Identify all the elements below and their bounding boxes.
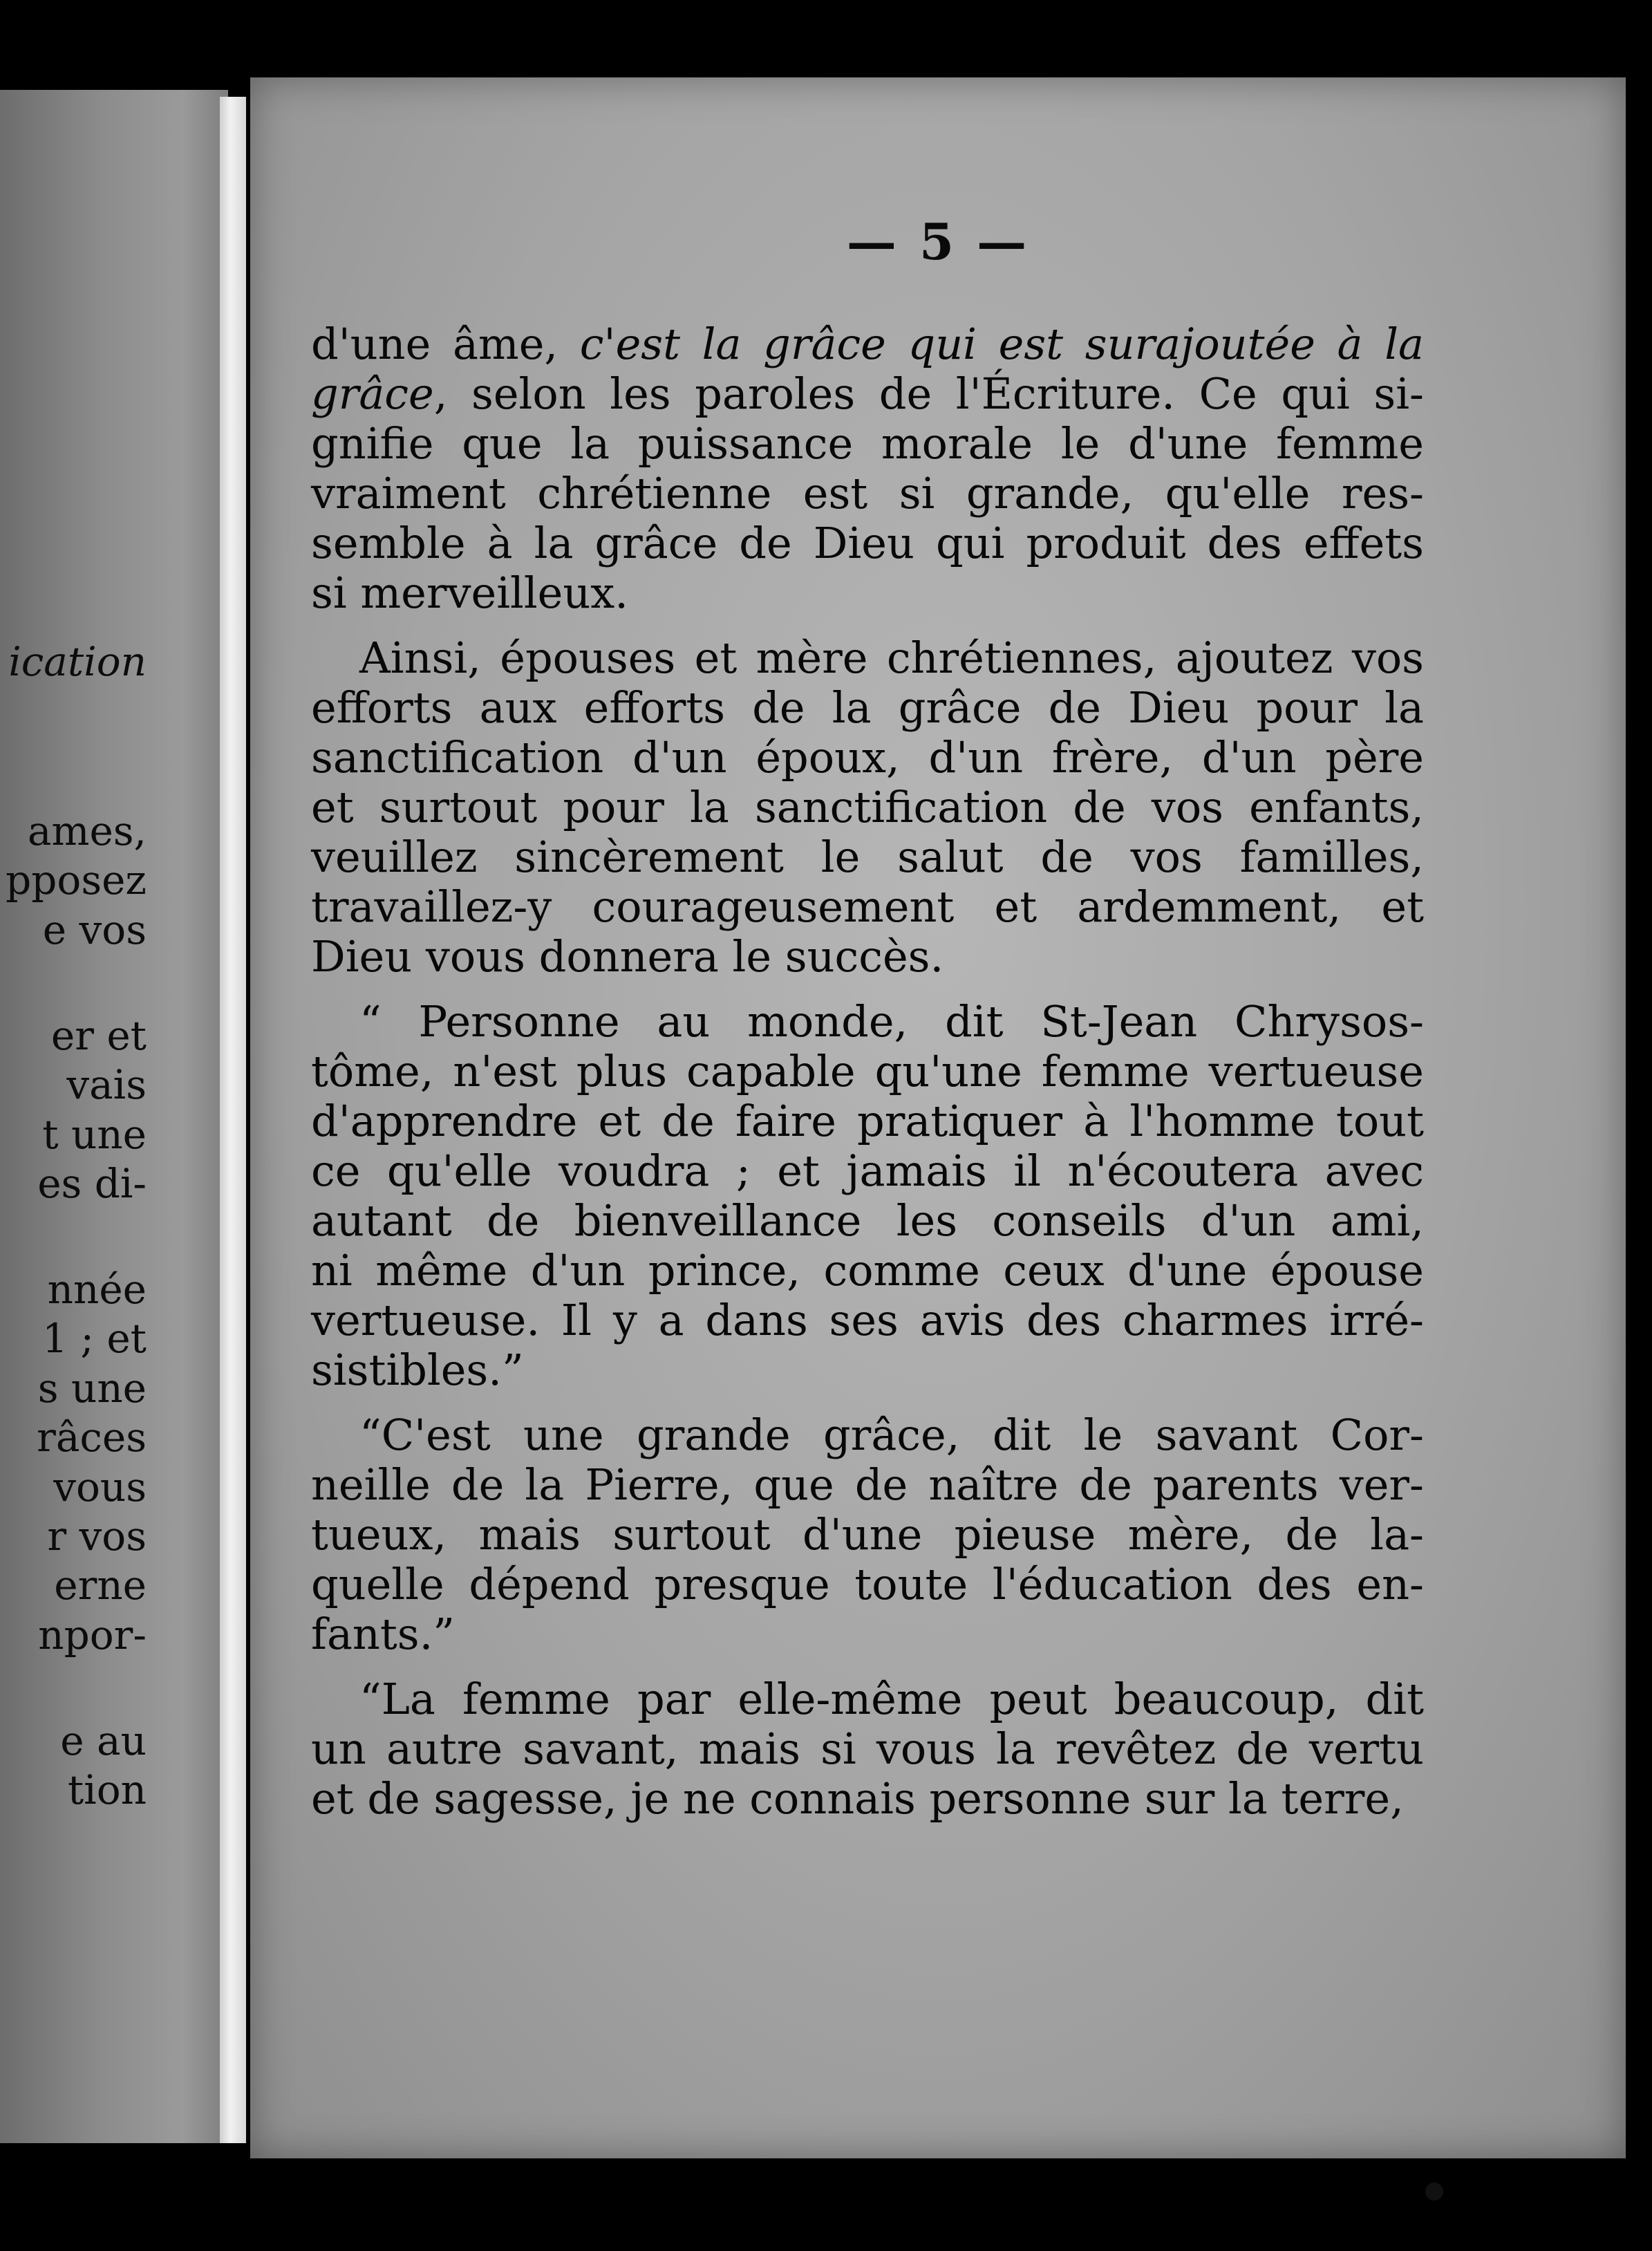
book-page: [250, 77, 1626, 2158]
paragraph-gap: [311, 618, 1424, 633]
text-line: grâce, selon les paroles de l'Écriture. Ce qui si-: [311, 368, 1424, 419]
text-line: sistibles.”: [311, 1345, 524, 1395]
text-line: neille de la Pierre, que de naître de parents ver-: [311, 1459, 1424, 1510]
previous-page-text-fragment: pposez: [6, 857, 147, 904]
previous-page-fragment: [0, 90, 228, 2143]
paragraph-gap: [311, 982, 1424, 997]
page-number: — 5 —: [846, 212, 1030, 271]
paragraph-gap: [311, 1659, 1424, 1674]
previous-page-text-fragment: e vos: [42, 906, 147, 953]
previous-page-text-fragment: ication: [8, 638, 147, 686]
previous-page-text-fragment: vais: [66, 1061, 147, 1109]
previous-page-text-fragment: npor-: [38, 1611, 147, 1659]
text-line: travaillez-y courageusement et ardemment, et: [311, 881, 1424, 932]
text-line: fants.”: [311, 1609, 455, 1659]
text-line: autant de bienveillance les conseils d'un ami,: [311, 1195, 1424, 1246]
text-line: si merveilleux.: [311, 568, 628, 618]
text-line: veuillez sincèrement le salut de vos familles,: [311, 832, 1424, 882]
text-line: “La femme par elle-même peut beaucoup, dit: [359, 1674, 1424, 1724]
previous-page-text-fragment: nnée: [47, 1266, 147, 1313]
text-line: quelle dépend presque toute l'éducation des en-: [311, 1559, 1424, 1609]
text-line: “C'est une grande grâce, dit le savant Cor-: [359, 1410, 1424, 1460]
text-line: sanctification d'un époux, d'un frère, d'un père: [311, 732, 1424, 783]
previous-page-text-fragment: r vos: [47, 1513, 147, 1560]
text-line: tueux, mais surtout d'une pieuse mère, de la-: [311, 1509, 1424, 1560]
paragraph-gap: [311, 1395, 1424, 1410]
text-line: Ainsi, épouses et mère chrétiennes, ajoutez vos: [359, 633, 1424, 683]
text-line: “ Personne au monde, dit St-Jean Chrysos-: [359, 996, 1424, 1047]
previous-page-text-fragment: tion: [67, 1766, 147, 1814]
previous-page-text-fragment: e au: [60, 1717, 147, 1764]
text-line: efforts aux efforts de la grâce de Dieu pour la: [311, 682, 1424, 733]
text-line: Dieu vous donnera le succès.: [311, 931, 944, 982]
previous-page-text-fragment: vous: [53, 1463, 147, 1511]
text-line: et de sagesse, je ne connais personne sur la terre,: [311, 1773, 1404, 1824]
previous-page-text-fragment: es di-: [37, 1160, 147, 1207]
text-line: semble à la grâce de Dieu qui produit des effets: [311, 518, 1424, 568]
previous-page-text-fragment: râces: [37, 1414, 147, 1461]
text-line: tôme, n'est plus capable qu'une femme vertueuse: [311, 1046, 1424, 1096]
previous-page-text-fragment: 1 ; et: [42, 1315, 147, 1363]
page-gutter: [220, 97, 246, 2143]
text-line: gnifie que la puissance morale le d'une femme: [311, 418, 1424, 469]
text-line: vraiment chrétienne est si grande, qu'elle res-: [311, 468, 1424, 519]
ink-spot: [1425, 2183, 1443, 2201]
text-line: d'apprendre et de faire pratiquer à l'homme tout: [311, 1096, 1424, 1146]
previous-page-text-fragment: s une: [37, 1364, 147, 1412]
text-line: un autre savant, mais si vous la revêtez de vertu: [311, 1724, 1424, 1774]
page-body: [311, 319, 1424, 1824]
previous-page-text-fragment: ames,: [27, 807, 147, 854]
previous-page-text-fragment: er et: [50, 1011, 147, 1059]
text-line: et surtout pour la sanctification de vos enfants,: [311, 782, 1424, 832]
text-line: d'une âme, c'est la grâce qui est surajoutée à la: [311, 319, 1424, 369]
text-line: ce qu'elle voudra ; et jamais il n'écoutera avec: [311, 1146, 1424, 1196]
previous-page-text-fragment: t une: [42, 1110, 147, 1158]
text-line: ni même d'un prince, comme ceux d'une épouse: [311, 1245, 1424, 1296]
previous-page-text-fragment: erne: [54, 1562, 147, 1609]
text-line: vertueuse. Il y a dans ses avis des charmes irré-: [311, 1295, 1424, 1345]
